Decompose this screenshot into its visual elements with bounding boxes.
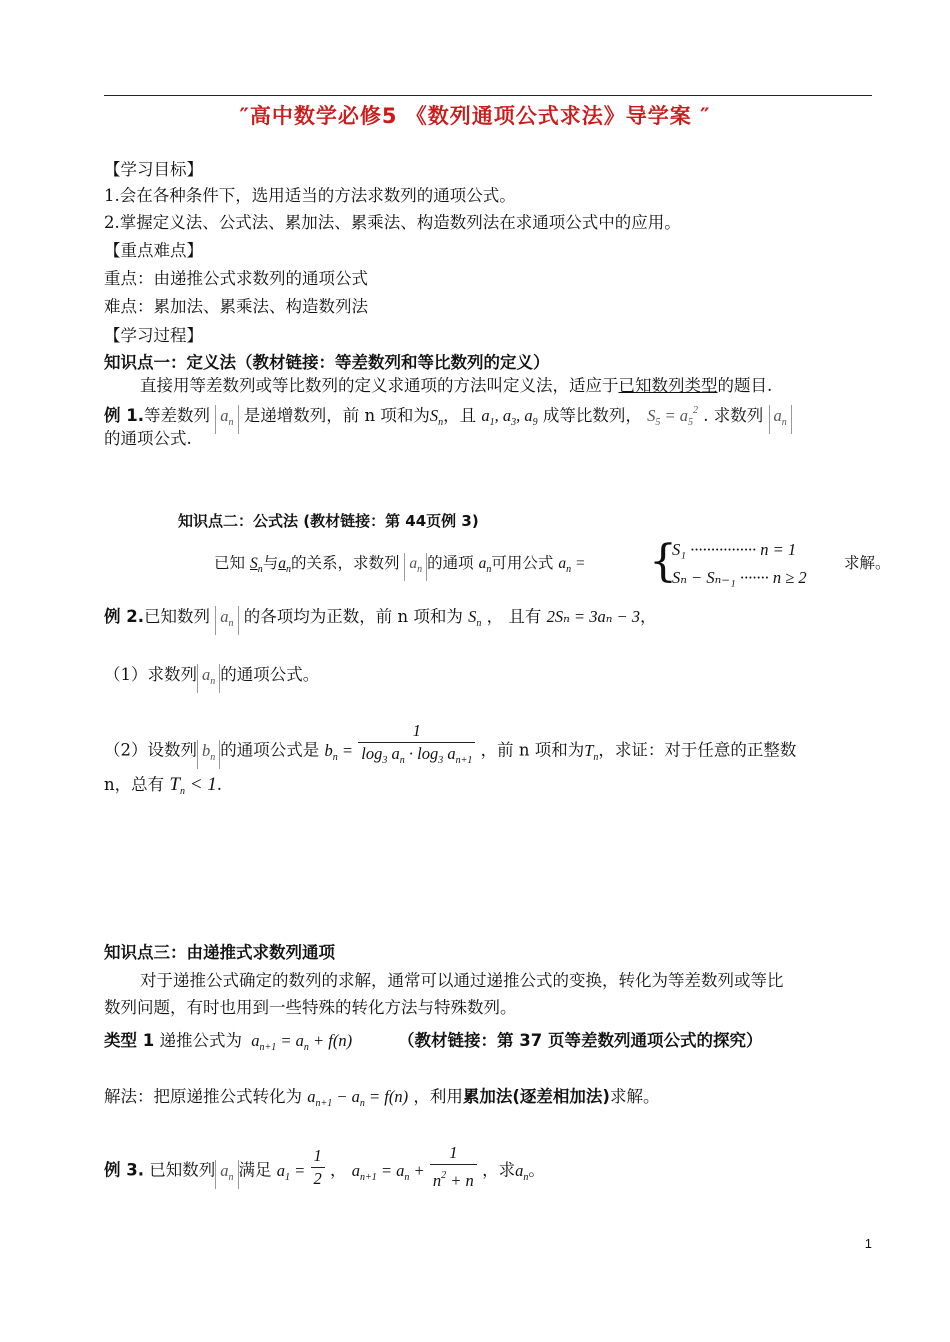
k1-intro: 直接用等差数列或等比数列的定义求通项的方法叫定义法，适应于已知数列类型的题目. [140,376,773,395]
goal-1: 1.会在各种条件下，选用适当的方法求数列的通项公式。 [104,186,516,205]
question-2: （2）设数列 $b_n$ 的通项公式是 $b_n$ = $\frac{1}{\log_3 a_n \cdot \log_3 a_{n+1}}$ ，前 n 项和为$T_n$，求证：对于任意的正整数 [104,730,796,772]
piecewise-case-1: S₁ ················ n = 1 [672,540,797,559]
example-1-cont: 的通项公式. [104,429,192,448]
k2-formula-end: 求解。 [844,554,891,572]
page-number: 1 [864,1236,872,1251]
page-title: ″高中数学必修5 《数列通项公式求法》导学案 ″ [239,104,711,128]
header-rule [104,95,872,96]
type-1: 类型 1 递推公式为 $a_{n+1} = a_n + f(n)$ [104,1031,353,1053]
key-point: 重点：由递推公式求数列的通项公式 [104,269,368,288]
solution-method: 解法：把原递推公式转化为 $a_{n+1} - a_n = f(n)$ ，利用累加法(逐差相加法)求解。 [104,1087,660,1109]
question-2-cont: n，总有 $T_n < 1$. [104,774,223,797]
example-1: 例 1.等差数列 $a_n$ 是递增数列，前 n 项和为$S_n$，且 $a_1$, $a_3$, $a_9$ 成等比数列， $S_5 = a_5^2$ . 求数列 $a_n$ [104,400,792,434]
question-1: （1）求数列 $a_n$ 的通项公式。 [104,664,319,693]
k2-heading: 知识点二：公式法 (教材链接：第 44页例 3) [178,512,479,530]
example-2: 例 2.已知数列 $a_n$ 的各项均为正数，前 n 项和为 $S_n$ ， 且有 2Sₙ = 3aₙ − 3， [104,606,657,635]
type-1-link: （教材链接：第 37 页等差数列通项公式的探究） [398,1031,763,1050]
piecewise-case-2: Sₙ − Sₙ₋₁ ······· n ≥ 2 [672,568,807,587]
goal-2: 2.掌握定义法、公式法、累加法、累乘法、构造数列法在求通项公式中的应用。 [104,213,681,232]
process-header: 【学习过程】 [104,326,203,345]
k3-intro-2: 数列问题，有时也用到一些特殊的转化方法与特殊数列。 [104,998,517,1017]
difficult-point: 难点：累加法、累乘法、构造数列法 [104,297,368,316]
k1-heading: 知识点一：定义法（教材链接：等差数列和等比数列的定义） [104,353,550,372]
k2-formula: 已知 $S_n$与$a_n$的关系，求数列 $a_n$ 的通项 $a_n$可用公式 $a_n$ = [214,552,585,581]
example-3: 例 3. 已知数列 $a_n$ 满足 $a_1$ = $\frac{1}{2}$ ， $a_{n+1} = a_n$ + $\frac{1}{n^2 + n}$ ，求$a_n$。 [104,1143,545,1190]
k3-intro-1: 对于递推公式确定的数列的求解，通常可以通过递推公式的变换，转化为等差数列或等比 [140,971,784,990]
k3-heading: 知识点三：由递推式求数列通项 [104,943,335,962]
key-header: 【重点难点】 [104,241,203,260]
piecewise-brace: { [649,536,677,587]
goals-header: 【学习目标】 [104,160,203,179]
